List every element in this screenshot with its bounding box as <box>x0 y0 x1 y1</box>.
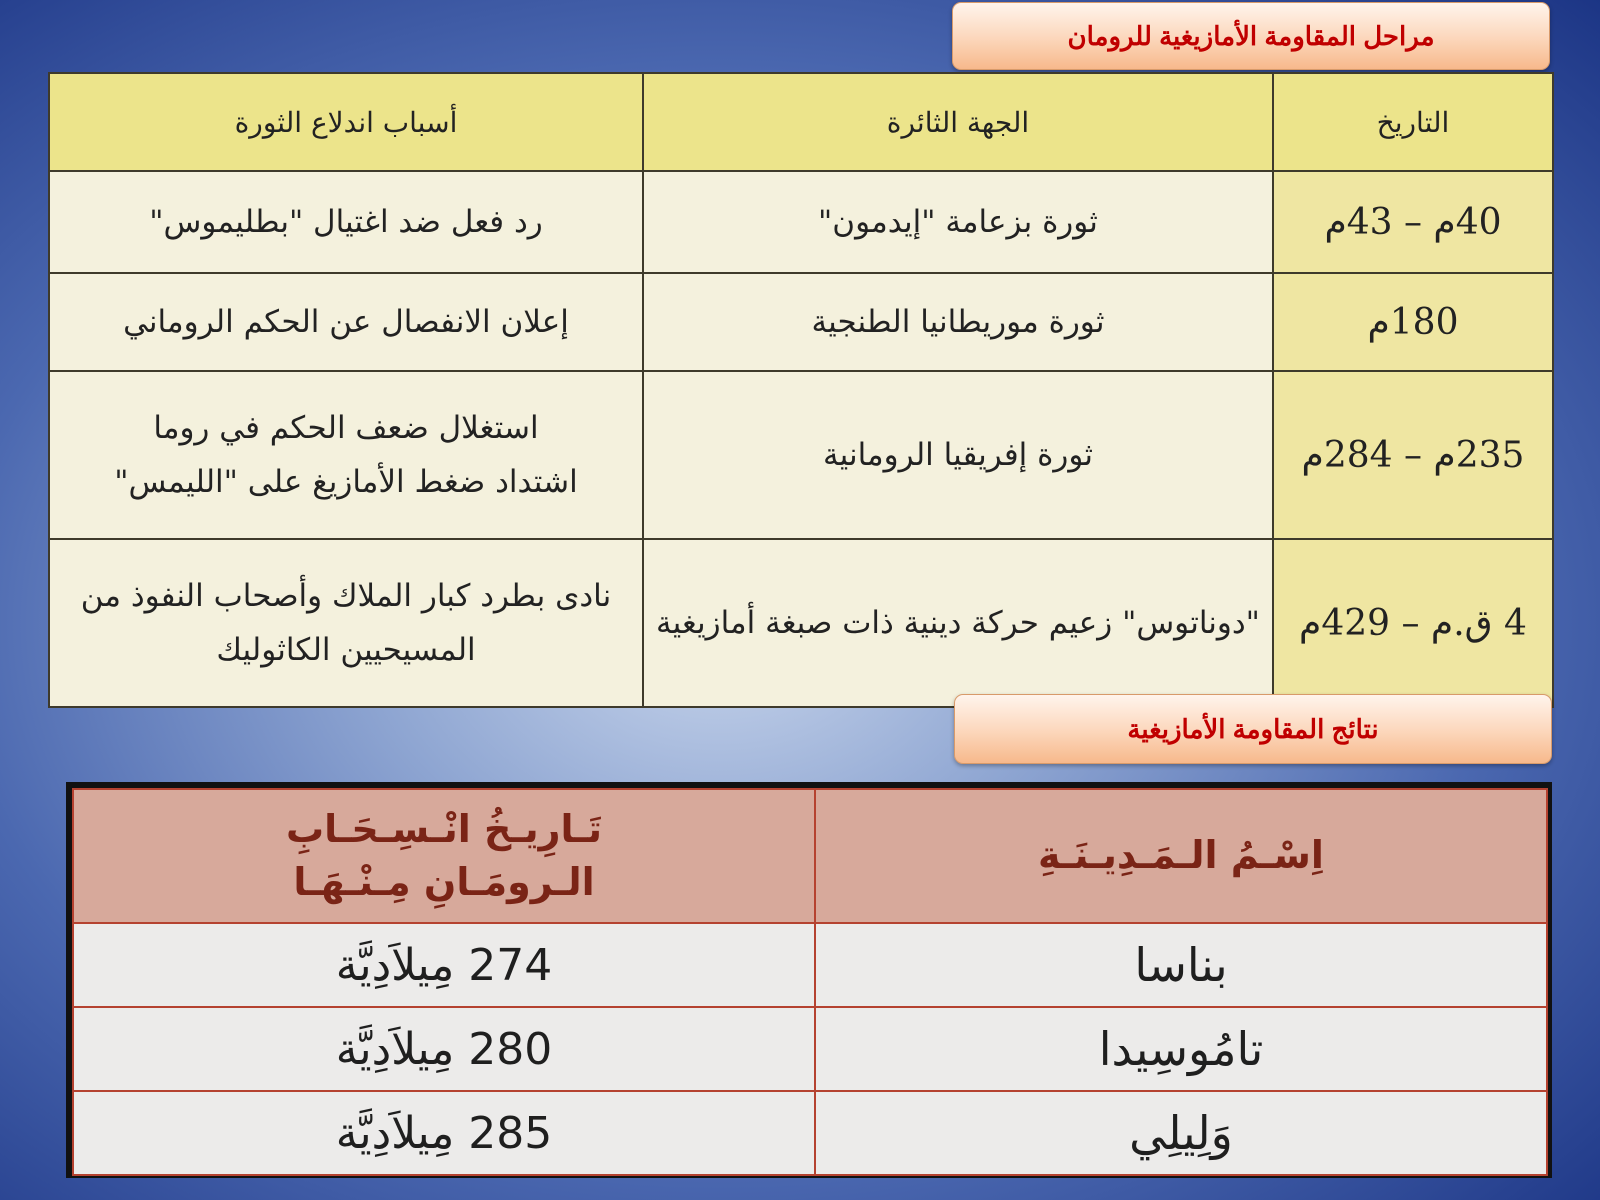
city-name: تامُوسِيدا <box>815 1007 1547 1091</box>
causes-line: نادى بطرد كبار الملاك وأصحاب النفوذ من <box>80 577 612 614</box>
results-header-row <box>73 789 1547 923</box>
row-date: 4 ق.م – 429م <box>1273 539 1553 707</box>
row-causes <box>49 371 643 539</box>
header-city: اِسْـمُ الـمَـدِيـنَـةِ <box>815 789 1547 923</box>
header-date: التاريخ <box>1273 73 1553 171</box>
stages-table <box>48 72 1554 708</box>
results-table-frame <box>66 782 1552 1178</box>
row-causes <box>49 171 643 273</box>
header-causes: أسباب اندلاع الثورة <box>49 73 643 171</box>
row-party: ثورة بزعامة "إيدمون" <box>643 171 1273 273</box>
withdrawal-year: 280 مِيلاَدِيَّة <box>73 1007 815 1091</box>
row-causes <box>49 273 643 371</box>
table-row <box>73 923 1547 1007</box>
results-title-banner <box>954 694 1552 764</box>
stages-title: مراحل المقاومة الأمازيغية للرومان <box>1067 20 1435 51</box>
table-row <box>73 1007 1547 1091</box>
causes-line: المسيحيين الكاثوليك <box>216 632 476 668</box>
row-causes <box>49 539 643 707</box>
row-party: ثورة إفريقيا الرومانية <box>643 371 1273 539</box>
table-row <box>49 371 1553 539</box>
header-party: الجهة الثائرة <box>643 73 1273 171</box>
withdrawal-year: 285 مِيلاَدِيَّة <box>73 1091 815 1175</box>
row-party: ثورة موريطانيا الطنجية <box>643 273 1273 371</box>
table-row <box>49 273 1553 371</box>
causes-line: رد فعل ضد اغتيال "بطليموس" <box>149 203 543 240</box>
header-withdrawal-line: الـرومَـانِ مِـنْـهَـا <box>293 860 595 904</box>
row-party: "دوناتوس" زعيم حركة دينية ذات صبغة أمازيغية <box>643 539 1273 707</box>
city-name: وَلِيلِي <box>815 1091 1547 1175</box>
results-table <box>72 788 1548 1176</box>
table-row <box>49 539 1553 707</box>
withdrawal-year: 274 مِيلاَدِيَّة <box>73 923 815 1007</box>
stages-header-row <box>49 73 1553 171</box>
row-date: 235م – 284م <box>1273 371 1553 539</box>
stages-title-banner <box>952 2 1550 70</box>
row-date: 180م <box>1273 273 1553 371</box>
causes-line: إعلان الانفصال عن الحكم الروماني <box>123 303 569 340</box>
table-row <box>49 171 1553 273</box>
header-withdrawal-line: تَـارِيـخُ انْـسِـحَـابِ <box>285 806 603 851</box>
row-date: 40م – 43م <box>1273 171 1553 273</box>
results-title: نتائج المقاومة الأمازيغية <box>1127 713 1379 744</box>
city-name: بناسا <box>815 923 1547 1007</box>
table-row <box>73 1091 1547 1175</box>
header-withdrawal-date <box>73 789 815 923</box>
causes-line: استغلال ضعف الحكم في روما <box>153 409 539 446</box>
causes-line: اشتداد ضغط الأمازيغ على "الليمس" <box>114 464 578 500</box>
